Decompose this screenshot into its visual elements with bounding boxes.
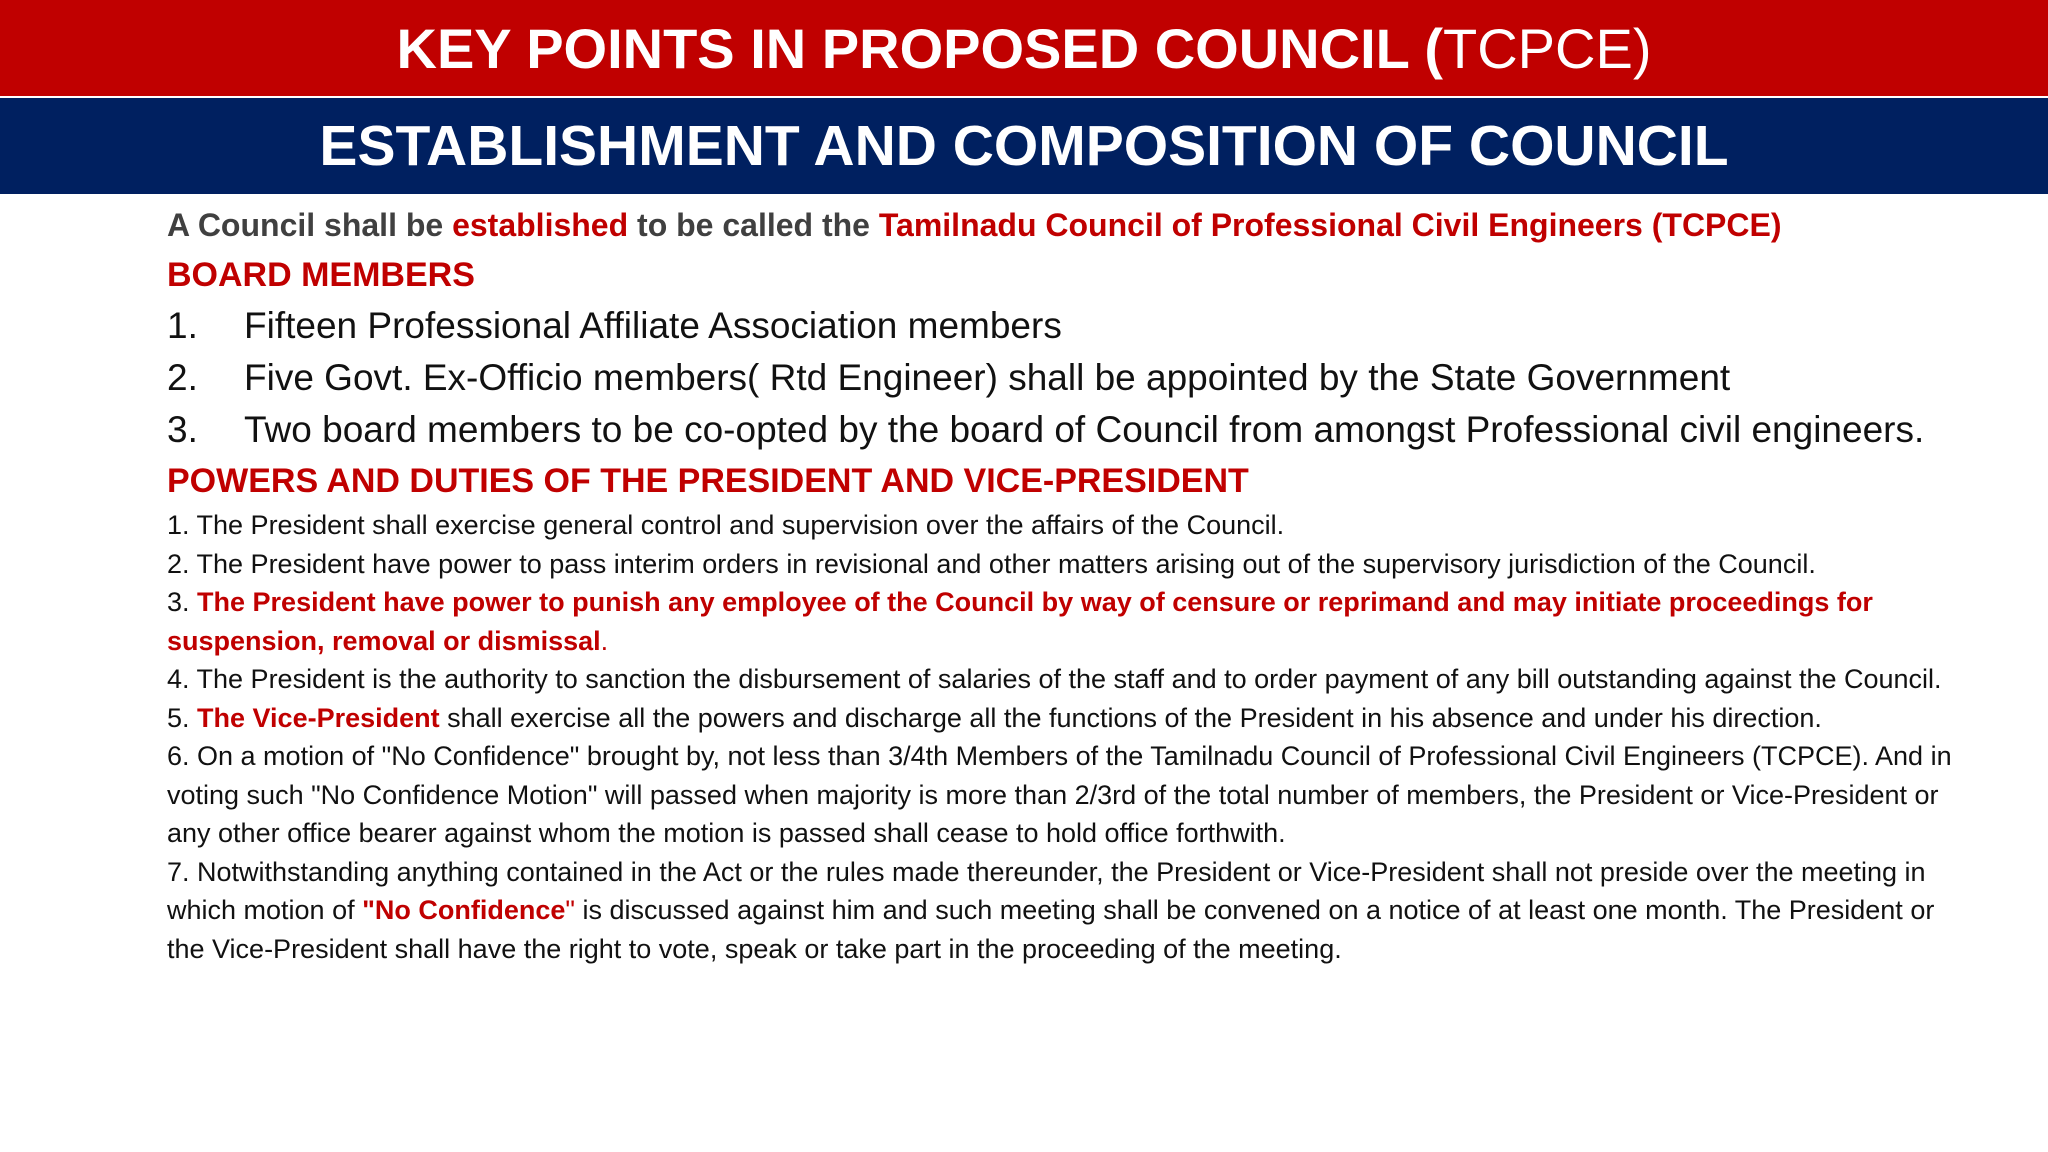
board-members-list xyxy=(167,300,1957,456)
title-banner xyxy=(0,0,2048,96)
duty-7-text: is discussed against him and such meeting shall be convened on a notice of at least one month. The President or the Vice-President shall have the right to vote, speak or take part in the proceeding of the meeting. xyxy=(167,895,1935,964)
intro-text-1: A Council shall be xyxy=(167,207,453,243)
list-item-text: Two board members to be co-opted by the board of Council from amongst Professional civil engineers. xyxy=(244,409,1925,450)
intro-text-2: to be called the xyxy=(628,207,879,243)
list-item-text: Five Govt. Ex-Officio members( Rtd Engineer) shall be appointed by the State Government xyxy=(244,357,1731,398)
duty-item-2: 2. The President have power to pass interim orders in revisional and other matters arising out of the supervisory jurisdiction of the Council. xyxy=(167,548,1816,579)
duty-3-suffix: . xyxy=(600,625,609,656)
duty-item-5 xyxy=(167,699,1957,738)
duty-item-7 xyxy=(167,853,1957,969)
duty-7-emphasis: "No Confidence xyxy=(362,895,566,925)
subtitle: ESTABLISHMENT AND COMPOSITION OF COUNCIL xyxy=(319,114,1729,178)
duty-3-emphasis: The President have power to punish any employee of the Council by way of censure or reprimand and may initiate proceedings for suspension, removal or dismissal xyxy=(167,587,1873,656)
powers-duties-heading: POWERS AND DUTIES OF THE PRESIDENT AND VICE-PRESIDENT xyxy=(167,462,1249,500)
title-bold: KEY POINTS IN PROPOSED COUNCIL ( xyxy=(396,16,1444,80)
list-item xyxy=(167,404,1957,456)
board-members-heading: BOARD MEMBERS xyxy=(167,256,475,294)
duty-3-prefix: 3. xyxy=(167,587,198,617)
list-item xyxy=(167,300,1957,352)
duty-7-quote: " xyxy=(565,895,575,925)
list-item xyxy=(167,352,1957,404)
duty-5-text: shall exercise all the powers and discharge all the functions of the President in his absence and under his direction. xyxy=(439,702,1822,733)
subtitle-banner xyxy=(0,98,2048,194)
duty-7-prefix: 7. Notwithstanding anything contained in the Act or the rules made thereunder, the President or Vice-President shall not preside over the meeting in which motion of xyxy=(167,856,1926,925)
intro-emphasis-council-name: Tamilnadu Council of Professional Civil Engineers (TCPCE) xyxy=(878,207,1782,243)
list-item-number: 2. xyxy=(167,357,198,398)
list-item-number: 3. xyxy=(167,409,198,450)
duty-5-emphasis: The Vice-President xyxy=(197,702,440,733)
content-area xyxy=(167,200,1957,968)
duty-item-3 xyxy=(167,583,1957,660)
duty-item-4: 4. The President is the authority to sanction the disbursement of salaries of the staff and to order payment of any bill outstanding against the Council. xyxy=(167,664,1942,694)
duty-item-6: 6. On a motion of "No Confidence" brought by, not less than 3/4th Members of the Tamilnadu Council of Professional Civil Engineers (TCPCE). And in voting such "No Confidence Motion" will passed when majority is more than 2/3rd of the total number of members, the President or Vice-President or any other office bearer against whom the motion is passed shall cease to hold office forthwith. xyxy=(167,741,1952,848)
duty-5-prefix: 5. xyxy=(167,702,198,733)
duty-item-1: 1. The President shall exercise general control and supervision over the affairs of the Council. xyxy=(167,510,1285,540)
title-light: TCPCE) xyxy=(1443,16,1652,80)
list-item-text: Fifteen Professional Affiliate Association members xyxy=(244,305,1062,346)
intro-line xyxy=(167,200,1957,250)
intro-emphasis-established: established xyxy=(452,207,629,243)
list-item-number: 1. xyxy=(167,305,198,346)
